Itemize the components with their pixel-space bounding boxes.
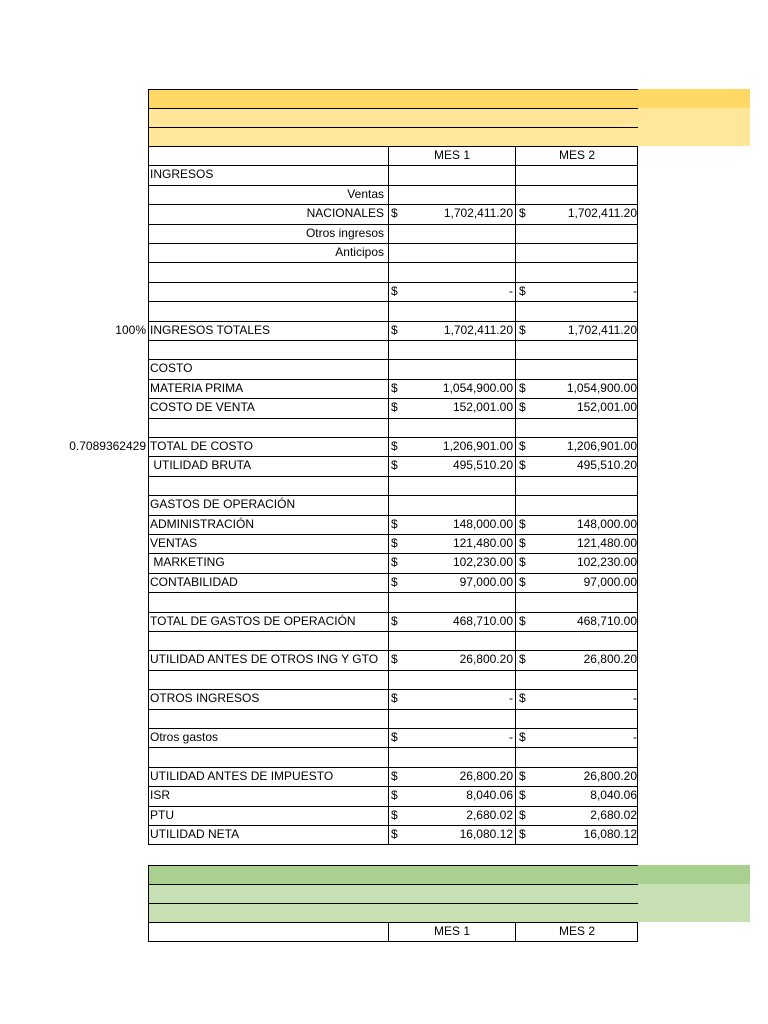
table-row [148, 825, 639, 844]
row-label: Otros gastos [150, 730, 219, 744]
value-mes1 [405, 670, 513, 689]
value-mes2: 148,000.00 [576, 517, 637, 531]
currency-symbol-mes2 [519, 262, 533, 281]
value-mes1 [405, 165, 513, 184]
row-label: Ventas [347, 187, 384, 201]
currency-symbol-mes1 [391, 359, 405, 378]
row-label [148, 592, 388, 611]
table-row [148, 515, 639, 534]
grid-line [148, 89, 638, 90]
column-header-mes2: MES 2 [558, 924, 595, 938]
table-row [148, 592, 639, 611]
value-mes2: 102,230.00 [576, 555, 637, 569]
currency-symbol-mes2: $ [519, 381, 526, 395]
table-row [148, 437, 639, 456]
currency-symbol-mes1: $ [391, 400, 398, 414]
value-mes2: - [633, 284, 637, 298]
value-mes1 [405, 340, 513, 359]
table-row [148, 573, 639, 592]
currency-symbol-mes1: $ [391, 381, 398, 395]
currency-symbol-mes1: $ [391, 614, 398, 628]
top-title-band [148, 89, 750, 108]
table-row [148, 650, 639, 669]
currency-symbol-mes1: $ [391, 808, 398, 822]
value-mes2: 26,800.20 [583, 769, 637, 783]
value-mes1 [405, 631, 513, 650]
currency-symbol-mes2: $ [519, 323, 526, 337]
currency-symbol-mes2: $ [519, 614, 526, 628]
currency-symbol-mes1 [391, 747, 405, 766]
value-mes1 [405, 224, 513, 243]
table-row [148, 806, 639, 825]
table-row [148, 786, 639, 805]
value-mes1: 1,054,900.00 [442, 381, 513, 395]
table-row [148, 631, 639, 650]
value-mes2 [533, 243, 637, 262]
row-label: Otros ingresos [305, 226, 384, 240]
row-label: MARKETING [150, 555, 225, 569]
currency-symbol-mes2 [519, 165, 533, 184]
value-mes2: 1,702,411.20 [567, 206, 637, 220]
bottom-title-band [148, 865, 750, 884]
currency-symbol-mes2 [519, 185, 533, 204]
row-label: MATERIA PRIMA [150, 381, 244, 395]
value-mes2: 495,510.20 [576, 458, 637, 472]
currency-symbol-mes2 [519, 631, 533, 650]
grid-line [148, 108, 638, 109]
row-label [148, 340, 388, 359]
table-row [148, 204, 639, 223]
row-label: NACIONALES [306, 206, 384, 220]
table-row [148, 379, 639, 398]
row-label: INGRESOS [150, 167, 214, 181]
row-label: UTILIDAD NETA [150, 827, 240, 841]
row-label [148, 476, 388, 495]
value-mes1 [405, 495, 513, 514]
currency-symbol-mes2: $ [519, 827, 526, 841]
table-row [148, 243, 639, 262]
value-mes1: 26,800.20 [459, 769, 513, 783]
value-mes2: 16,080.12 [583, 827, 637, 841]
side-ratio: 0.7089362429 [69, 439, 146, 453]
currency-symbol-mes1 [391, 592, 405, 611]
currency-symbol-mes1 [391, 340, 405, 359]
currency-symbol-mes1 [391, 631, 405, 650]
table-row [148, 534, 639, 553]
column-header-mes1: MES 1 [433, 148, 470, 162]
currency-symbol-mes2 [519, 476, 533, 495]
currency-symbol-mes1 [391, 165, 405, 184]
value-mes2 [533, 670, 637, 689]
currency-symbol-mes1 [391, 495, 405, 514]
currency-symbol-mes2: $ [519, 652, 526, 666]
value-mes2 [533, 495, 637, 514]
value-mes2 [533, 301, 637, 320]
row-label: OTROS INGRESOS [150, 691, 260, 705]
currency-symbol-mes2: $ [519, 788, 526, 802]
column-header-mes2: MES 2 [558, 148, 595, 162]
row-label: Anticipos [335, 245, 384, 259]
value-mes1 [405, 709, 513, 728]
row-label: COSTO DE VENTA [150, 400, 255, 414]
row-label [148, 418, 388, 437]
table-row [148, 418, 639, 437]
value-mes1: 1,702,411.20 [443, 206, 513, 220]
value-mes2: - [633, 691, 637, 705]
value-mes1: 1,702,411.20 [443, 323, 513, 337]
row-label [148, 282, 388, 301]
currency-symbol-mes1 [391, 224, 405, 243]
table-row [148, 262, 639, 281]
currency-symbol-mes2: $ [519, 284, 526, 298]
row-label: UTILIDAD ANTES DE IMPUESTO [150, 769, 334, 783]
currency-symbol-mes2: $ [519, 555, 526, 569]
currency-symbol-mes2 [519, 359, 533, 378]
currency-symbol-mes2: $ [519, 808, 526, 822]
value-mes1 [405, 301, 513, 320]
currency-symbol-mes1: $ [391, 575, 398, 589]
value-mes2: 1,702,411.20 [567, 323, 637, 337]
currency-symbol-mes1 [391, 243, 405, 262]
currency-symbol-mes2: $ [519, 730, 526, 744]
row-label: INGRESOS TOTALES [150, 323, 271, 337]
value-mes2: 1,054,900.00 [566, 381, 637, 395]
table-row [148, 709, 639, 728]
currency-symbol-mes2: $ [519, 458, 526, 472]
value-mes1 [405, 476, 513, 495]
value-mes1: 2,680.02 [466, 808, 513, 822]
currency-symbol-mes1 [391, 418, 405, 437]
value-mes1: 102,230.00 [452, 555, 513, 569]
value-mes1: - [509, 730, 513, 744]
value-mes1: 152,001.00 [452, 400, 513, 414]
row-label: TOTAL DE COSTO [150, 439, 253, 453]
row-label: UTILIDAD BRUTA [150, 458, 252, 472]
value-mes1: 97,000.00 [459, 575, 513, 589]
currency-symbol-mes1: $ [391, 769, 398, 783]
currency-symbol-mes2 [519, 592, 533, 611]
row-label: TOTAL DE GASTOS DE OPERACIÓN [150, 614, 356, 628]
currency-symbol-mes2: $ [519, 691, 526, 705]
currency-symbol-mes1 [391, 185, 405, 204]
row-label [148, 670, 388, 689]
value-mes2 [533, 476, 637, 495]
currency-symbol-mes2: $ [519, 769, 526, 783]
table-row [148, 321, 639, 340]
grid-line [148, 884, 638, 885]
currency-symbol-mes1: $ [391, 827, 398, 841]
table-row [148, 553, 639, 572]
table-row [148, 165, 639, 184]
value-mes2 [533, 340, 637, 359]
row-label: ISR [150, 788, 171, 802]
currency-symbol-mes2 [519, 495, 533, 514]
value-mes2: 468,710.00 [576, 614, 637, 628]
row-label: CONTABILIDAD [150, 575, 238, 589]
value-mes2: - [633, 730, 637, 744]
currency-symbol-mes2 [519, 243, 533, 262]
value-mes1 [405, 747, 513, 766]
table-row [148, 398, 639, 417]
row-label: UTILIDAD ANTES DE OTROS ING Y GTO [150, 652, 379, 666]
currency-symbol-mes1: $ [391, 439, 398, 453]
currency-symbol-mes2: $ [519, 575, 526, 589]
row-label [148, 262, 388, 281]
currency-symbol-mes1 [391, 670, 405, 689]
table-row [148, 747, 639, 766]
currency-symbol-mes1: $ [391, 517, 398, 531]
currency-symbol-mes2: $ [519, 536, 526, 550]
table-row [148, 340, 639, 359]
value-mes2 [533, 262, 637, 281]
value-mes1: - [509, 691, 513, 705]
grid-line [148, 127, 638, 128]
table-row [148, 185, 639, 204]
value-mes2 [533, 631, 637, 650]
value-mes2: 97,000.00 [583, 575, 637, 589]
table-row [148, 359, 639, 378]
value-mes2 [533, 185, 637, 204]
value-mes2: 152,001.00 [576, 400, 637, 414]
row-label: VENTAS [150, 536, 198, 550]
value-mes1: 26,800.20 [459, 652, 513, 666]
currency-symbol-mes1: $ [391, 788, 398, 802]
row-label [148, 747, 388, 766]
table-row [148, 282, 639, 301]
row-label: COSTO [150, 361, 193, 375]
currency-symbol-mes2 [519, 301, 533, 320]
value-mes1: - [509, 284, 513, 298]
value-mes2 [533, 592, 637, 611]
currency-symbol-mes1: $ [391, 555, 398, 569]
currency-symbol-mes1: $ [391, 652, 398, 666]
table-row [148, 670, 639, 689]
table-row [148, 476, 639, 495]
table-row [148, 301, 639, 320]
value-mes2: 26,800.20 [583, 652, 637, 666]
currency-symbol-mes2: $ [519, 400, 526, 414]
value-mes1: 16,080.12 [459, 827, 513, 841]
value-mes2 [533, 165, 637, 184]
grid-line [148, 903, 638, 904]
row-label: ADMINISTRACIÓN [150, 517, 255, 531]
currency-symbol-mes2 [519, 747, 533, 766]
currency-symbol-mes1: $ [391, 458, 398, 472]
value-mes2 [533, 224, 637, 243]
currency-symbol-mes1 [391, 301, 405, 320]
value-mes1 [405, 418, 513, 437]
value-mes2: 8,040.06 [590, 788, 637, 802]
side-ratio: 100% [115, 323, 146, 337]
value-mes1 [405, 592, 513, 611]
currency-symbol-mes1 [391, 476, 405, 495]
row-label: GASTOS DE OPERACIÓN [150, 497, 296, 511]
row-label [148, 631, 388, 650]
currency-symbol-mes2: $ [519, 206, 526, 220]
value-mes1: 468,710.00 [452, 614, 513, 628]
table-row [148, 224, 639, 243]
table-row [148, 728, 639, 747]
currency-symbol-mes1 [391, 262, 405, 281]
value-mes2: 121,480.00 [576, 536, 637, 550]
table-row [148, 767, 639, 786]
table-row [148, 495, 639, 514]
currency-symbol-mes1: $ [391, 284, 398, 298]
table-row [148, 689, 639, 708]
grid-line [148, 865, 638, 866]
value-mes1 [405, 243, 513, 262]
row-label [148, 709, 388, 728]
value-mes2: 1,206,901.00 [566, 439, 637, 453]
currency-symbol-mes1: $ [391, 536, 398, 550]
value-mes2 [533, 418, 637, 437]
value-mes1 [405, 185, 513, 204]
currency-symbol-mes1: $ [391, 323, 398, 337]
value-mes1: 148,000.00 [452, 517, 513, 531]
value-mes1 [405, 359, 513, 378]
currency-symbol-mes2 [519, 224, 533, 243]
table-row [148, 456, 639, 475]
column-header-mes1: MES 1 [433, 924, 470, 938]
row-label: PTU [150, 808, 174, 822]
value-mes1: 121,480.00 [452, 536, 513, 550]
value-mes2 [533, 709, 637, 728]
currency-symbol-mes1 [391, 709, 405, 728]
row-label [148, 301, 388, 320]
grid-line [148, 89, 149, 147]
currency-symbol-mes2 [519, 709, 533, 728]
currency-symbol-mes2: $ [519, 439, 526, 453]
value-mes1: 495,510.20 [452, 458, 513, 472]
value-mes2 [533, 747, 637, 766]
currency-symbol-mes2 [519, 418, 533, 437]
currency-symbol-mes1: $ [391, 206, 398, 220]
currency-symbol-mes2 [519, 670, 533, 689]
grid-line [148, 865, 149, 923]
value-mes1: 8,040.06 [466, 788, 513, 802]
value-mes1: 1,206,901.00 [442, 439, 513, 453]
column-header-row [148, 922, 639, 941]
value-mes2 [533, 359, 637, 378]
value-mes1 [405, 262, 513, 281]
table-row [148, 612, 639, 631]
currency-symbol-mes2 [519, 340, 533, 359]
currency-symbol-mes2: $ [519, 517, 526, 531]
value-mes2: 2,680.02 [590, 808, 637, 822]
currency-symbol-mes1: $ [391, 730, 398, 744]
currency-symbol-mes1: $ [391, 691, 398, 705]
